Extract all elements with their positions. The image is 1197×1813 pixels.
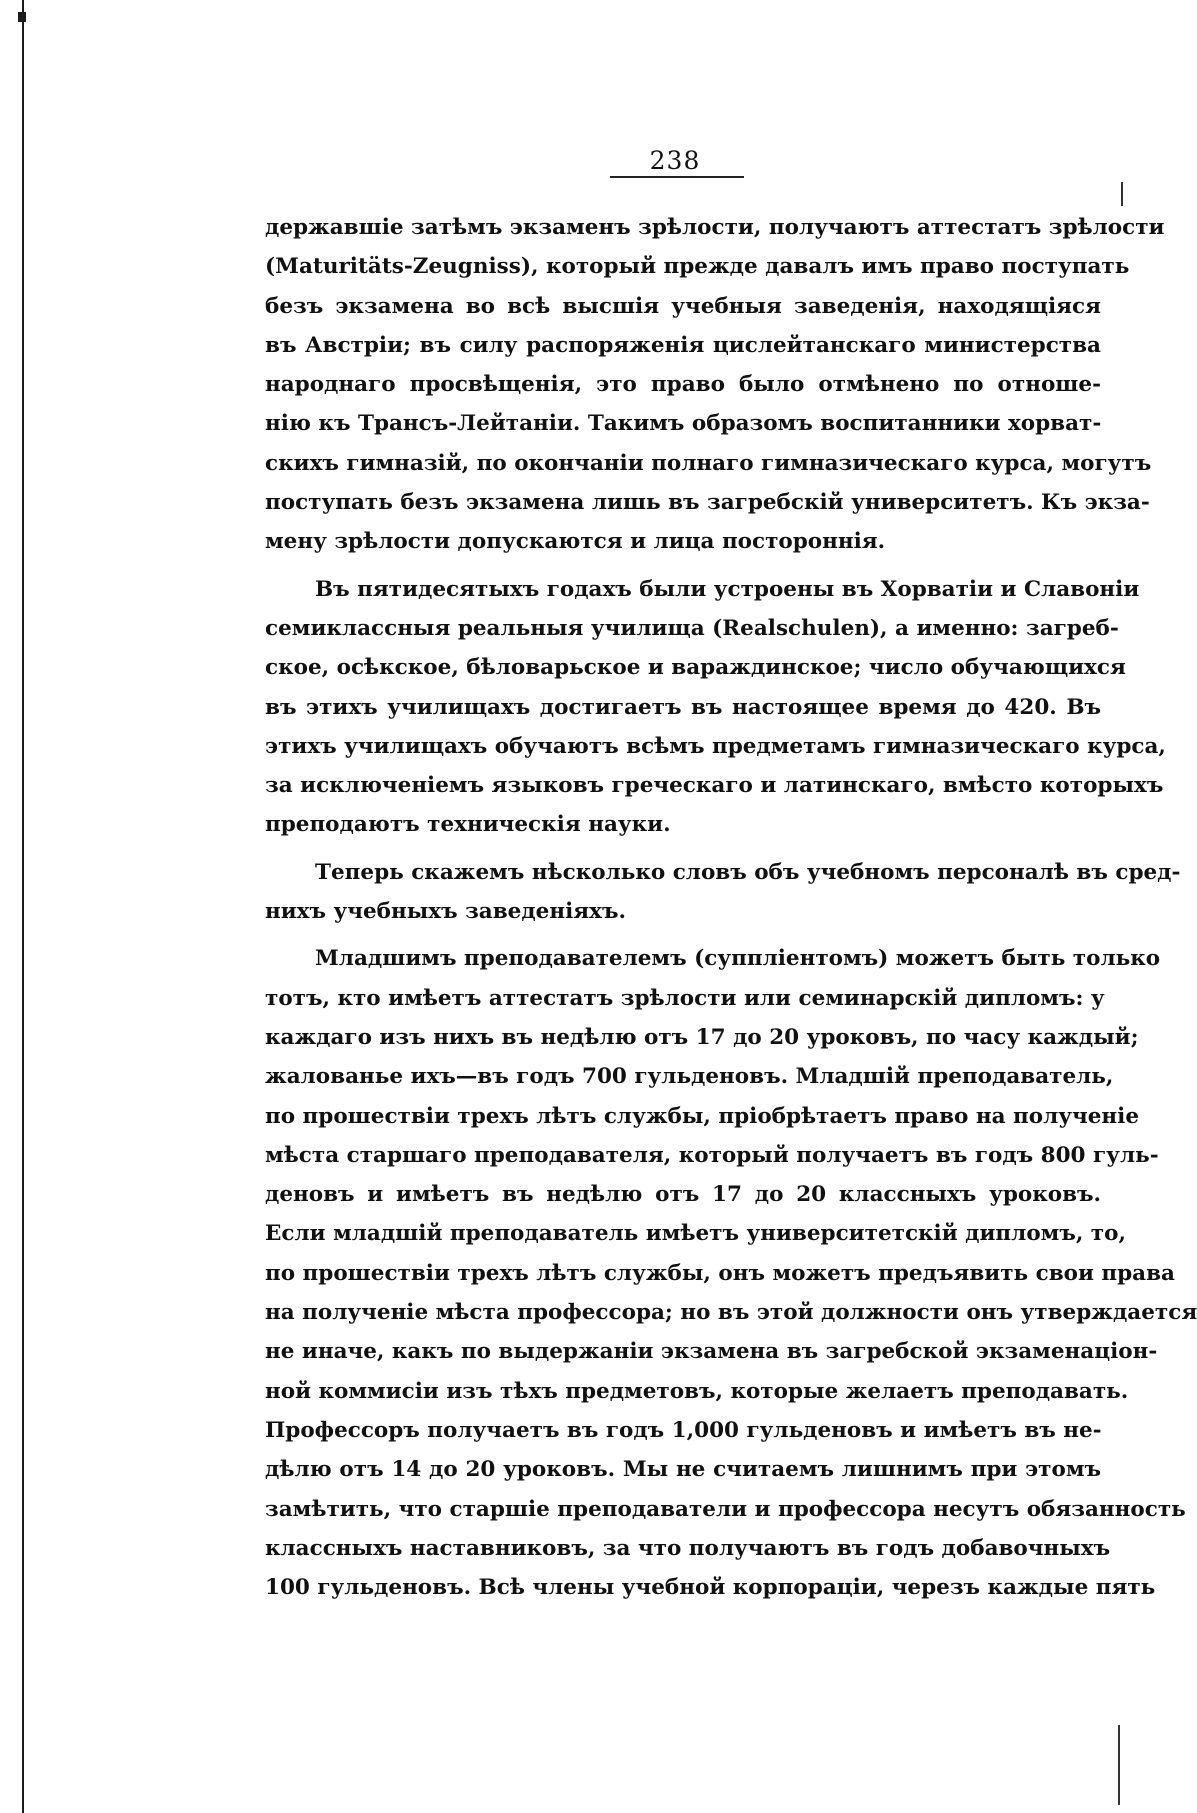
text-line: мену зрѣлости допускаются и лица постороннія. [265,529,886,555]
text-line: державшіе затѣмъ экзаменъ зрѣлости, получаютъ аттестатъ зрѣлости [265,215,1165,240]
text-line: дѣлю отъ 14 до 20 уроковъ. Мы не считаемъ лишнимъ при этомъ [265,1457,1101,1483]
text-line: мѣста старшаго преподавателя, который получаетъ въ годъ 800 гуль- [265,1142,1159,1168]
text-line: Младшимъ преподавателемъ (суппліентомъ) можетъ быть только [315,946,1161,972]
text-line: жалованье ихъ—въ годъ 700 гульденовъ. Младшій преподаватель, [265,1064,1114,1090]
text-line: нію къ Трансъ-Лейтаніи. Такимъ образомъ воспитанники хорват- [265,411,1102,437]
page-number: 238 [649,146,701,175]
scan-edge-right-bottom [1118,1725,1120,1805]
text-line: въ этихъ училищахъ достигаетъ въ настоящее время до 420. Въ [265,694,1101,720]
text-line: ной коммисіи изъ тѣхъ предметовъ, которые желаетъ преподавать. [265,1378,1129,1404]
text-line: Въ пятидесятыхъ годахъ были устроены въ Хорватіи и Славоніи [315,576,1140,602]
text-line: замѣтить, что старшіе преподаватели и профессора несутъ обязанность [265,1496,1186,1522]
text-line: по прошествіи трехъ лѣтъ службы, онъ можетъ предъявить свои права [265,1260,1175,1286]
text-line: народнаго просвѣщенія, это право было отмѣнено по отноше- [265,372,1101,398]
text-line: въ Австріи; въ силу распоряженія цислейтанскаго министерства [265,332,1101,358]
text-line: Профессоръ получаетъ въ годъ 1,000 гульденовъ и имѣетъ въ не- [265,1417,1102,1443]
text-line: по прошествіи трехъ лѣтъ службы, пріобрѣтаетъ право на полученіе [265,1103,1140,1129]
text-line: 100 гульденовъ. Всѣ члены учебной корпораціи, черезъ каждые пять [265,1575,1156,1601]
text-line: не иначе, какъ по выдержаніи экзамена въ загребской экзаменаціон- [265,1339,1158,1365]
text-line: скихъ гимназій, по окончаніи полнаго гимназическаго курса, могутъ [265,450,1152,476]
text-line: этихъ училищахъ обучаютъ всѣмъ предметамъ гимназическаго курса, [265,733,1166,759]
text-line: классныхъ наставниковъ, за что получаютъ въ годъ добавочныхъ [265,1535,1111,1561]
text-line: безъ экзамена во всѣ высшія учебныя заведенія, находящіяся [265,293,1101,319]
text-line: ское, осѣкское, бѣловарьское и вараждинское; число обучающихся [265,655,1126,681]
scan-edge-left [22,0,24,1813]
text-line: Если младшій преподаватель имѣетъ университетскій дипломъ, то, [265,1221,1126,1247]
text-line: поступать безъ экзамена лишь въ загребскій университетъ. Къ экза- [265,490,1150,516]
text-line: Теперь скажемъ нѣсколько словъ объ учебномъ персоналѣ въ сред- [315,859,1181,885]
text-line: преподаютъ техническія науки. [265,812,671,838]
text-line: (Maturitäts-Zeugniss), который прежде давалъ имъ право поступать [265,254,1130,280]
text-line: семиклассныя реальныя училища (Realschulen), а именно: загреб- [265,615,1119,641]
page-body [265,208,1197,1607]
text-line: на полученіе мѣста профессора; но въ этой должности онъ утверждается [265,1300,1197,1326]
scan-edge-right-top [1121,182,1123,206]
page-number-rule [610,176,744,178]
text-line: нихъ учебныхъ заведеніяхъ. [265,899,626,925]
text-line: за исключеніемъ языковъ греческаго и латинскаго, вмѣсто которыхъ [265,773,1164,799]
text-line: каждаго изъ нихъ въ недѣлю отъ 17 до 20 уроковъ, по часу каждый; [265,1024,1139,1050]
text-line: тотъ, кто имѣетъ аттестатъ зрѣлости или семинарскій дипломъ: у [265,985,1105,1011]
text-line: деновъ и имѣетъ въ недѣлю отъ 17 до 20 классныхъ уроковъ. [265,1182,1101,1208]
